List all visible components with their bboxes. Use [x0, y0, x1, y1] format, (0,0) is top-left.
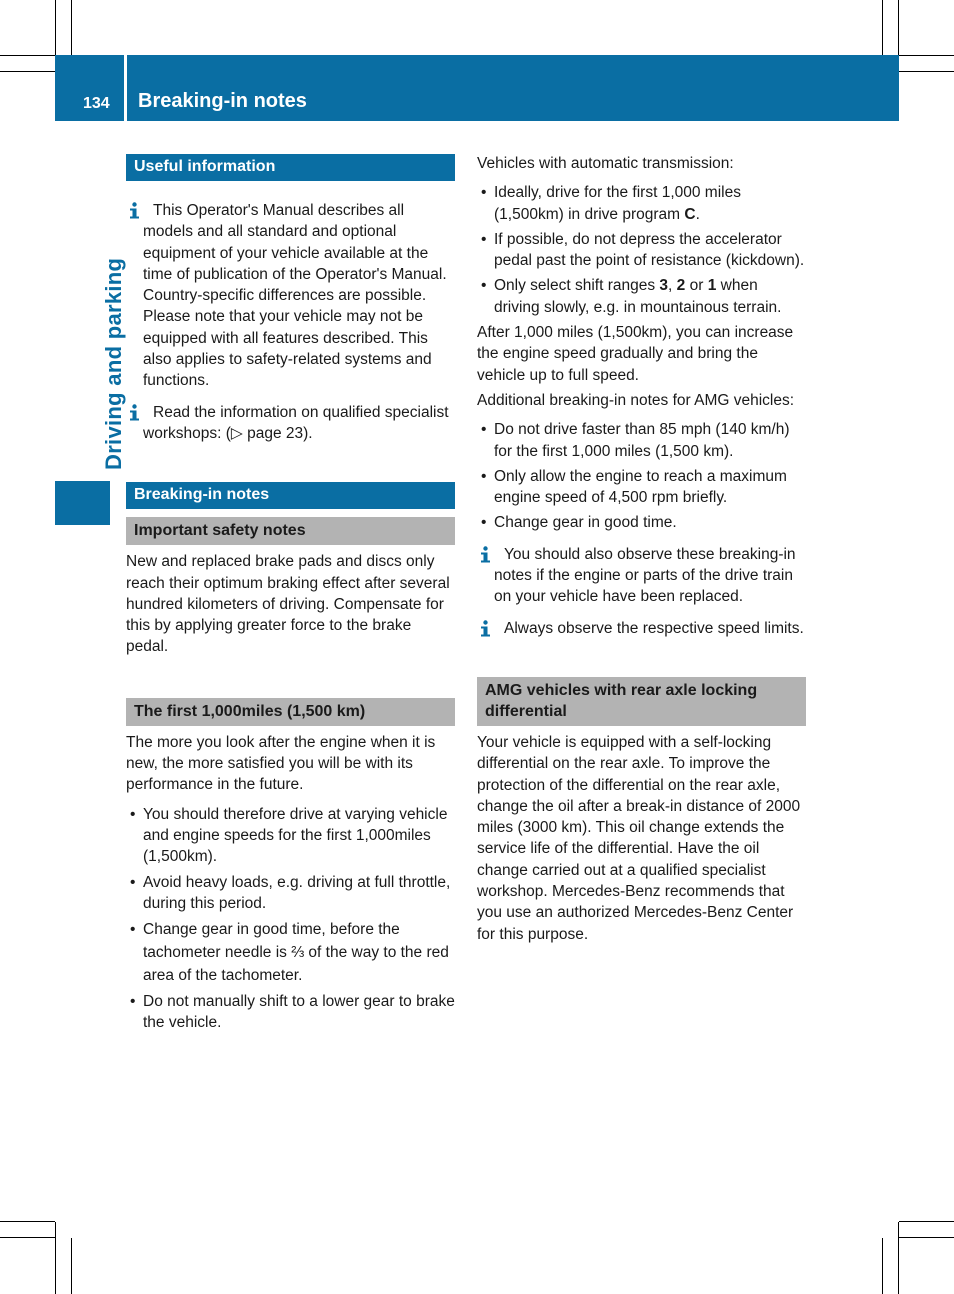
bullet-text: ,: [668, 277, 677, 295]
info-icon: [127, 404, 142, 421]
crop-mark: [899, 1237, 954, 1238]
useful-info-heading: Useful information: [126, 154, 455, 181]
auto-intro: Vehicles with automatic transmission:: [477, 155, 734, 172]
page-title: Breaking-in notes: [138, 90, 307, 112]
bullet-text: Only select shift ranges: [494, 277, 660, 295]
crop-mark: [71, 1238, 72, 1294]
list-item: • Do not drive faster than 85 mph (140 km/h) for the first 1,000 miles (1,500 km).: [477, 419, 806, 462]
crop-mark: [0, 71, 55, 72]
crop-mark: [899, 71, 954, 72]
amg-intro: Additional breaking-in notes for AMG vehicles:: [477, 391, 795, 409]
amg-bullets: [477, 419, 806, 533]
info-icon: [478, 546, 493, 563]
first-miles-bullets: [126, 804, 455, 1034]
info-text: Always observe the respective speed limits.: [504, 619, 804, 637]
list-item: [477, 182, 806, 225]
crop-mark: [899, 55, 954, 56]
safety-notes-text: New and replaced brake pads and discs only reach their optimum braking effect after several hundred kilometers of driving. Compensate for this by applying greater force to the brake pedal.: [126, 553, 450, 656]
list-item: • Change gear in good time.: [477, 512, 806, 533]
crop-mark: [882, 1238, 883, 1294]
amg-differential-text: Your vehicle is equipped with a self-locking differential on the rear axle. To improve the protection of the differential on the rear axle, change the oil after a break-in distance of 2000 miles (3000 km). This oil change extends the service life of the differential. Have the oil change carried out at a qualified specialist workshop. Mercedes-Benz recommends that you use an authorized Mercedes-Benz Center for this purpose.: [477, 733, 801, 943]
section-side-label: Driving and parking: [101, 257, 126, 470]
info-icon: [127, 202, 142, 219]
left-column: [126, 154, 455, 1034]
crop-mark: [55, 0, 56, 55]
crop-mark: [882, 0, 883, 55]
info-note: [126, 402, 455, 445]
breaking-in-heading: Breaking-in notes: [126, 482, 455, 509]
list-item: [477, 275, 806, 318]
crop-mark: [899, 1221, 954, 1222]
shift-range-3: 3: [659, 277, 669, 295]
list-item: • You should therefore drive at varying vehicle and engine speeds for the first 1,000miles (1,500km).: [126, 804, 455, 868]
crop-mark: [55, 1222, 56, 1294]
header-divider: [124, 55, 127, 121]
bullet-text: when driving slowly, e.g. in mountainous terrain.: [494, 277, 782, 316]
info-note: [477, 544, 806, 608]
info-note: [477, 618, 806, 639]
safety-notes-heading: Important safety notes: [126, 517, 455, 545]
page-number: 134: [83, 95, 110, 112]
info-icon: [478, 620, 493, 637]
crop-mark: [898, 0, 899, 55]
list-item: • Do not manually shift to a lower gear to brake the vehicle.: [126, 991, 455, 1034]
after-text: After 1,000 miles (1,500km), you can increase the engine speed gradually and bring the vehicle up to full speed.: [477, 324, 794, 384]
right-column: [477, 153, 806, 945]
amg-differential-heading: AMG vehicles with rear axle locking differential: [477, 677, 806, 726]
list-item: • If possible, do not depress the accelerator pedal past the point of resistance (kickdown).: [477, 229, 806, 272]
drive-program-c: C: [684, 205, 696, 223]
list-item: • Only allow the engine to reach a maximum engine speed of 4,500 rpm briefly.: [477, 466, 806, 509]
auto-bullets: [477, 182, 806, 318]
bullet-text: or: [685, 277, 708, 295]
crop-mark: [0, 1221, 55, 1222]
info-text: This Operator's Manual describes all models and all standard and optional equipment of your vehicle available at the time of publication of the Operator's Manual. Country-specific differences are possible. Please note that your vehicle may not be equipped with all features described. This also applies to safety-related systems and functions.: [143, 202, 447, 390]
shift-range-1: 1: [707, 277, 717, 295]
list-item: • Avoid heavy loads, e.g. driving at full throttle, during this period.: [126, 872, 455, 915]
crop-mark: [0, 55, 55, 56]
info-text: You should also observe these breaking-in notes if the engine or parts of the drive train on your vehicle have been replaced.: [494, 545, 796, 606]
bullet-text: .: [695, 205, 700, 223]
bullet-text: Ideally, drive for the first 1,000 miles (1,500km) in drive program: [494, 184, 741, 223]
crop-mark: [0, 1237, 55, 1238]
section-tab-marker: [55, 481, 110, 525]
crop-mark: [71, 0, 72, 55]
list-item: • Change gear in good time, before the tachometer needle is ⅔ of the way to the red area of the tachometer.: [126, 918, 455, 987]
info-note: [126, 200, 455, 392]
first-miles-text: The more you look after the engine when it is new, the more satisfied you will be with its performance in the future.: [126, 733, 436, 794]
info-text: Read the information on qualified specialist workshops: (▷ page 23).: [143, 403, 449, 442]
first-miles-heading: The first 1,000miles (1,500 km): [126, 698, 455, 726]
crop-mark: [898, 1222, 899, 1294]
shift-range-2: 2: [676, 277, 686, 295]
